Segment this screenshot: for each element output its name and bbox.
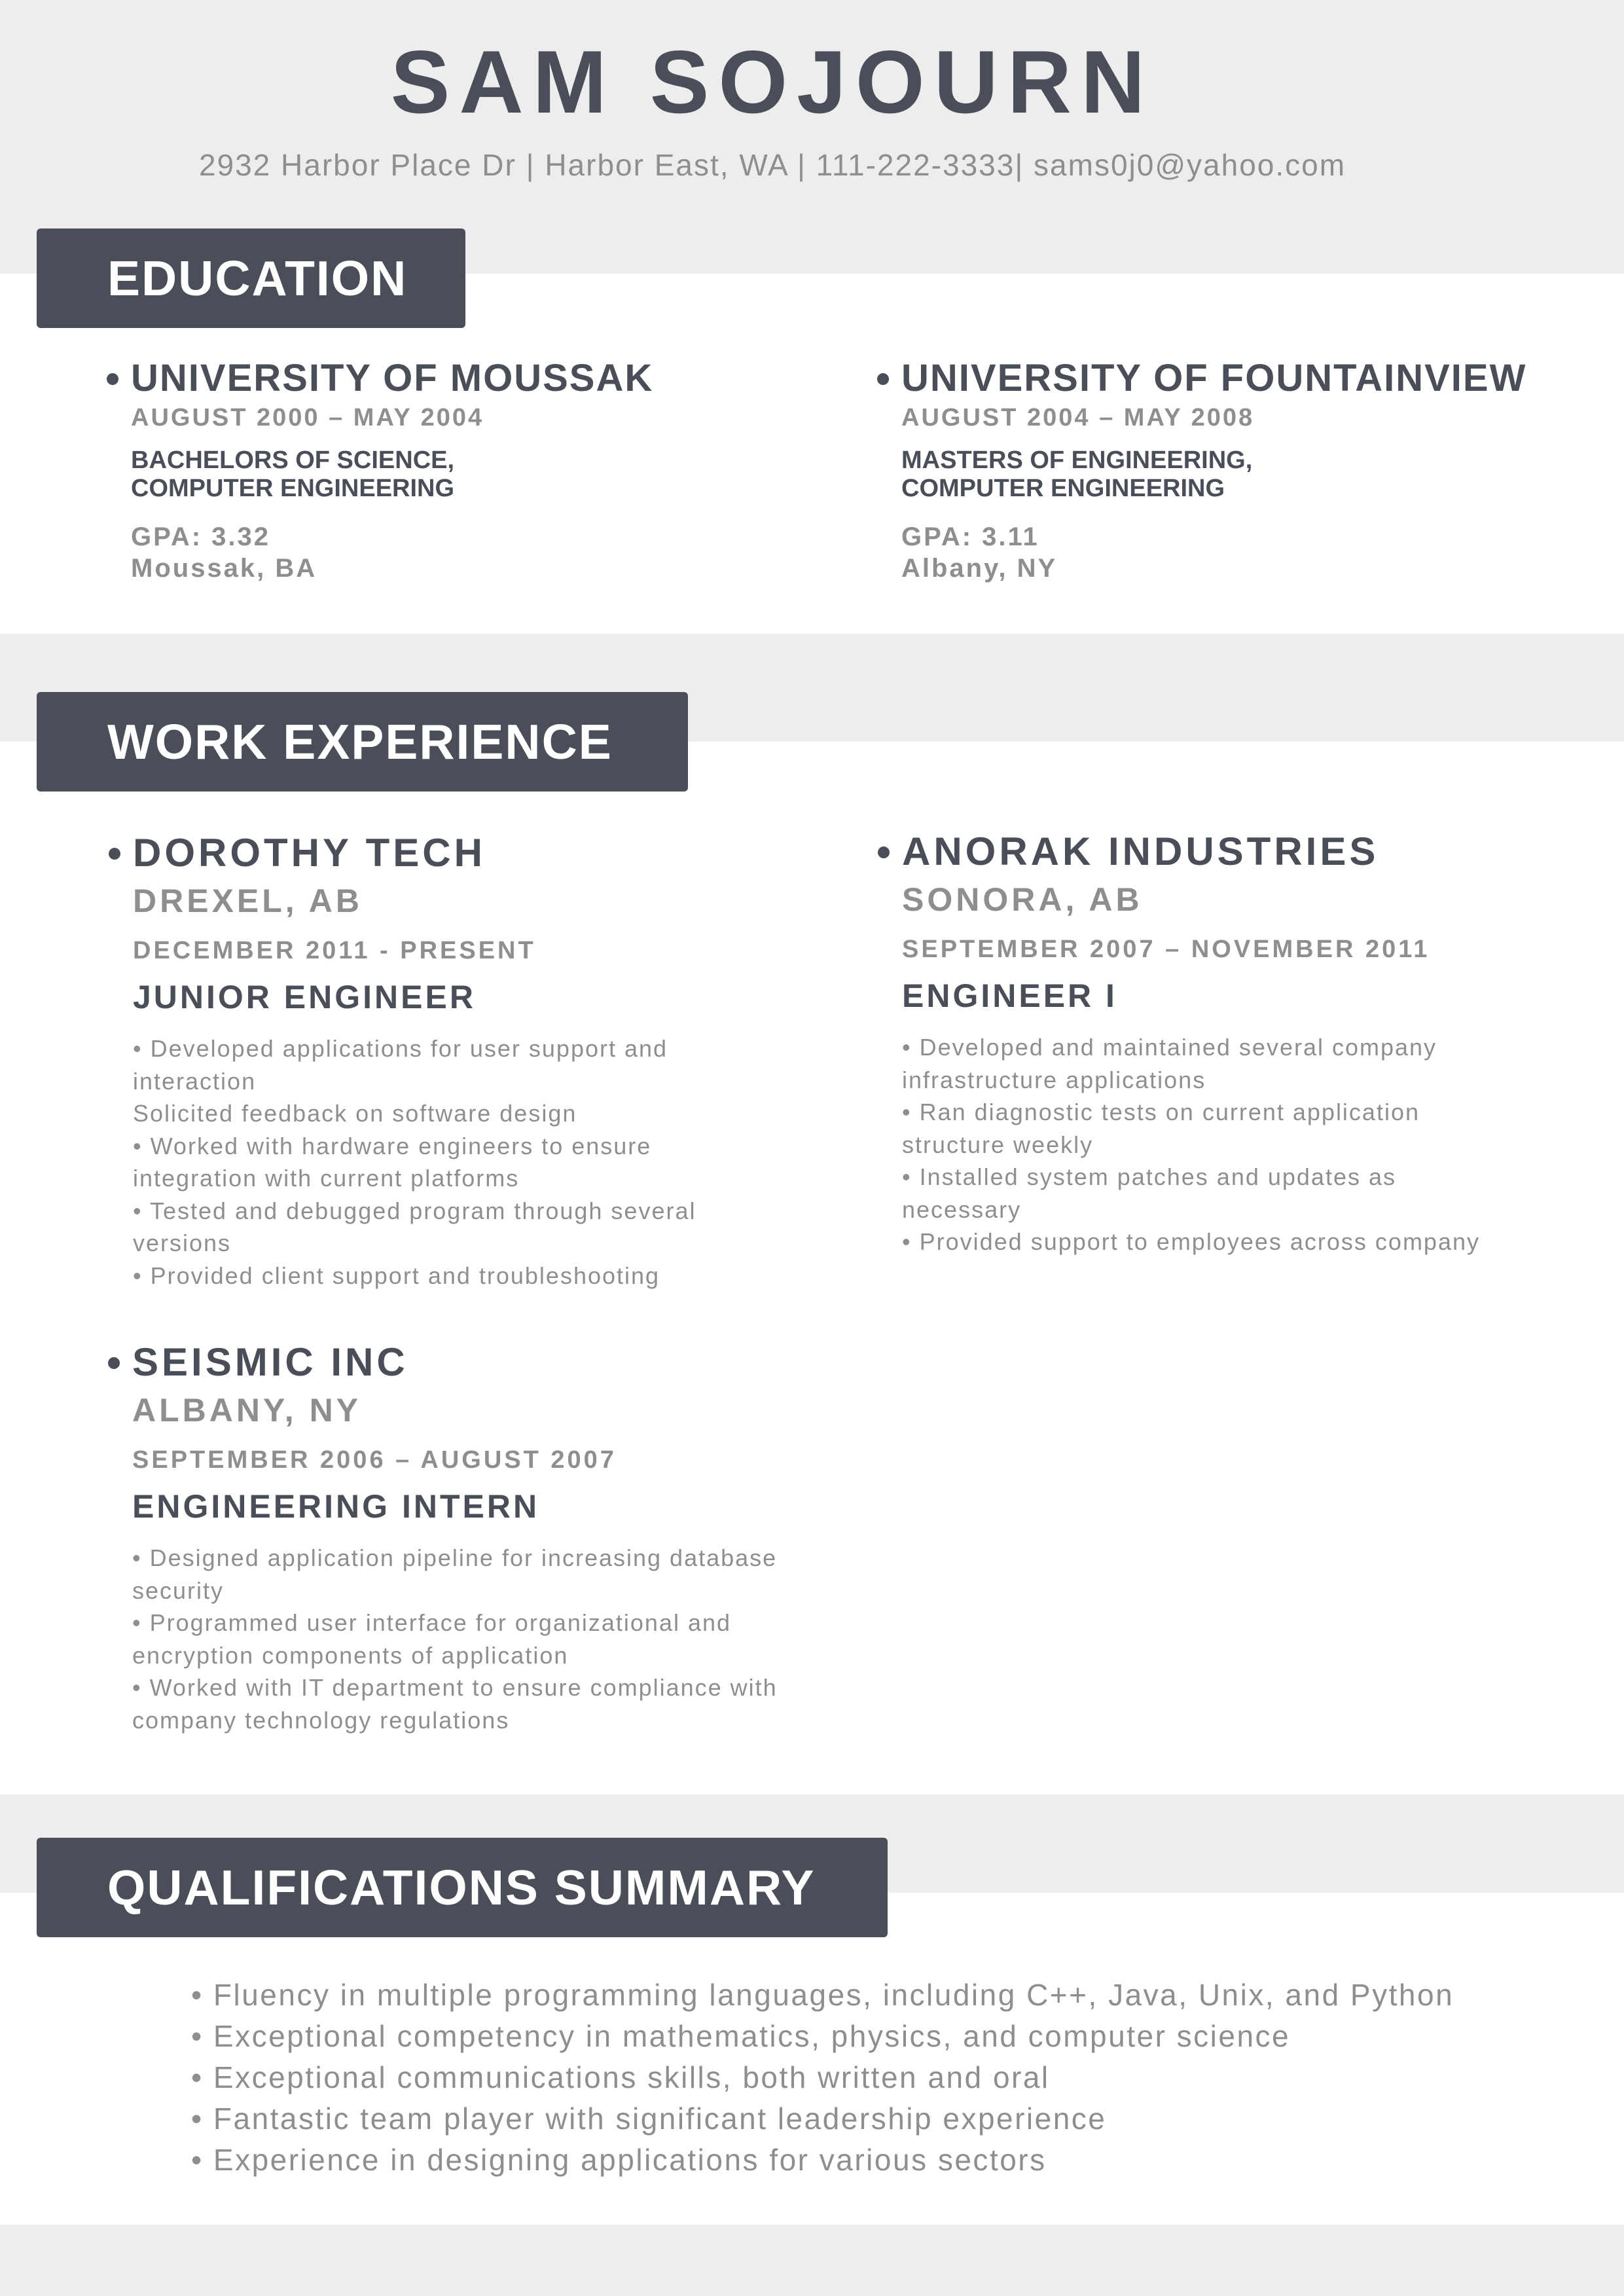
job-dates: SEPTEMBER 2007 – NOVEMBER 2011: [902, 936, 1430, 963]
company-name: ANORAK INDUSTRIES: [902, 829, 1379, 873]
list-item: • Exceptional competency in mathematics, physics, and computer science: [191, 2019, 1291, 2053]
education-entry: [901, 354, 1589, 584]
qualifications-heading: QUALIFICATIONS SUMMARY: [37, 1838, 888, 1937]
company-location: DREXEL, AB: [133, 883, 363, 919]
list-item: • Tested and debugged program through several: [133, 1197, 696, 1224]
bullet-dot-icon: [107, 373, 118, 385]
list-item: interaction: [133, 1067, 257, 1095]
company-name: DOROTHY TECH: [133, 831, 486, 875]
education-heading: EDUCATION: [37, 228, 465, 328]
job-title: ENGINEERING INTERN: [132, 1488, 540, 1525]
degree: MASTERS OF ENGINEERING, COMPUTER ENGINEERING: [901, 446, 1253, 502]
list-item: integration with current platforms: [133, 1165, 520, 1192]
list-item: security: [132, 1576, 225, 1604]
list-item: company technology regulations: [132, 1706, 510, 1734]
school-name: UNIVERSITY OF FOUNTAINVIEW: [901, 357, 1527, 399]
job-bullet-list: [132, 1542, 826, 1736]
list-item: versions: [133, 1230, 232, 1256]
job-bullet-list: [902, 1031, 1596, 1258]
footer-background-band: [0, 2225, 1624, 2296]
list-item: • Fluency in multiple programming languages, including C++, Java, Unix, and Python: [191, 1978, 1454, 2012]
contact-info: 2932 Harbor Place Dr | Harbor East, WA | 111-222-3333| sams0j0@yahoo.com: [198, 148, 1346, 182]
job-entry: [132, 1336, 826, 1736]
bullet-dot-icon: [109, 848, 120, 860]
school-dates: AUGUST 2004 – MAY 2008: [901, 404, 1255, 431]
list-item: • Installed system patches and updates as: [902, 1163, 1396, 1190]
list-item: • Worked with IT department to ensure compliance with: [132, 1674, 778, 1701]
school-name: UNIVERSITY OF MOUSSAK: [131, 357, 654, 399]
gpa: GPA: 3.32: [131, 522, 270, 551]
list-item: • Worked with hardware engineers to ensure: [133, 1132, 652, 1159]
school-location: Albany, NY: [901, 554, 1058, 583]
list-item: encryption components of application: [132, 1641, 569, 1669]
company-location: SONORA, AB: [902, 881, 1143, 918]
candidate-name: SAM SOJOURN: [390, 32, 1155, 132]
job-bullet-list: [133, 1032, 827, 1292]
qualifications-list: [191, 1975, 1500, 2181]
job-title: ENGINEER I: [902, 977, 1117, 1014]
school-dates: AUGUST 2000 – MAY 2004: [131, 404, 484, 431]
list-item: • Developed applications for user support and: [133, 1035, 668, 1062]
list-item: • Programmed user interface for organizational and: [132, 1609, 732, 1636]
bullet-dot-icon: [878, 847, 890, 858]
list-item: • Fantastic team player with significant leadership experience: [191, 2102, 1107, 2136]
list-item: • Experience in designing applications for various sectors: [191, 2143, 1047, 2177]
job-dates: DECEMBER 2011 - PRESENT: [133, 937, 536, 964]
list-item: • Developed and maintained several company: [902, 1034, 1437, 1061]
job-title: JUNIOR ENGINEER: [133, 979, 476, 1015]
gpa: GPA: 3.11: [901, 522, 1039, 551]
work-experience-heading: WORK EXPERIENCE: [37, 692, 688, 792]
degree: BACHELORS OF SCIENCE, COMPUTER ENGINEERING: [131, 446, 455, 502]
list-item: • Exceptional communications skills, both written and oral: [191, 2060, 1050, 2094]
list-item: • Provided support to employees across company: [902, 1228, 1480, 1255]
education-entry: [131, 354, 818, 584]
list-item: necessary: [902, 1195, 1022, 1223]
list-item: Solicited feedback on software design: [133, 1100, 577, 1127]
list-item: • Provided client support and troubleshooting: [133, 1262, 660, 1289]
company-name: SEISMIC INC: [132, 1340, 408, 1384]
bullet-dot-icon: [877, 373, 889, 385]
school-location: Moussak, BA: [131, 554, 317, 583]
job-entry: [902, 826, 1596, 1258]
company-location: ALBANY, NY: [132, 1392, 362, 1429]
list-item: • Designed application pipeline for increasing database: [132, 1544, 778, 1571]
job-dates: SEPTEMBER 2006 – AUGUST 2007: [132, 1446, 617, 1474]
list-item: • Ran diagnostic tests on current application: [902, 1099, 1420, 1125]
job-entry: [133, 827, 827, 1292]
bullet-dot-icon: [108, 1357, 120, 1369]
list-item: structure weekly: [902, 1131, 1094, 1158]
list-item: infrastructure applications: [902, 1066, 1206, 1093]
